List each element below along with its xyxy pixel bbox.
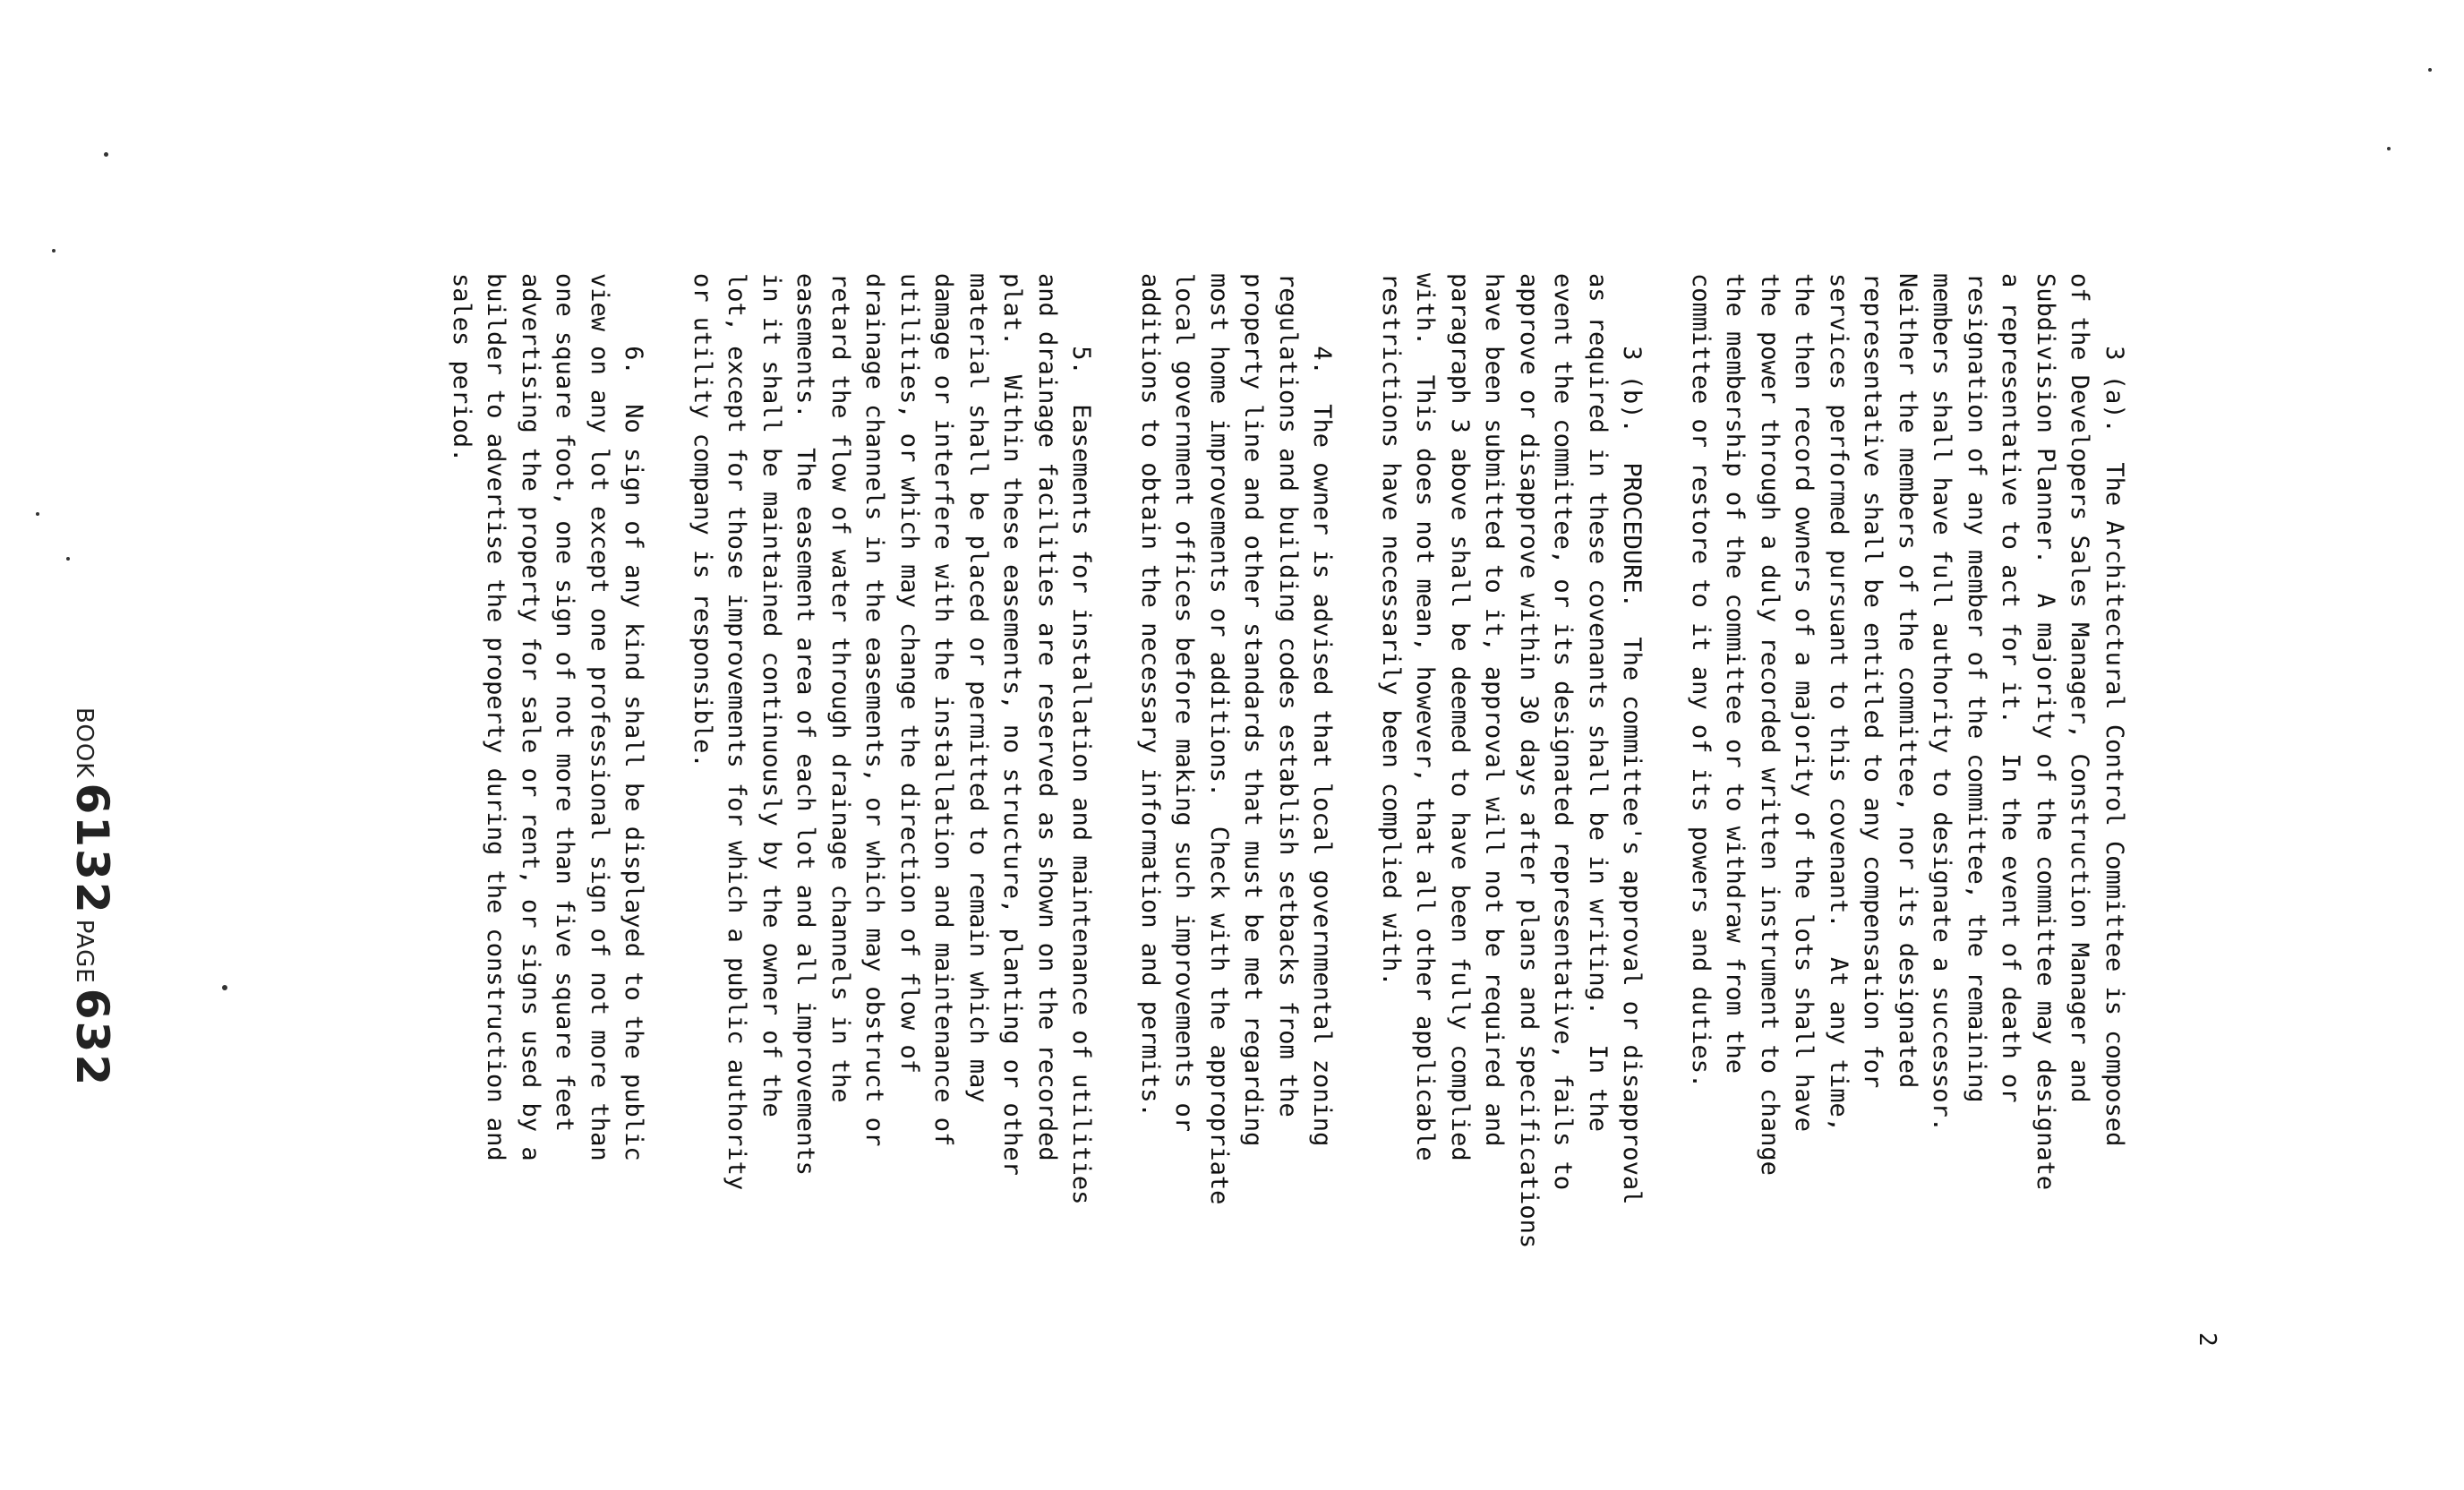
text-line: the membership of the committee or to withdraw from the <box>1721 273 1750 1075</box>
text-line: damage or interfere with the installation and maintenance of <box>929 273 958 1147</box>
text-line: most home improvements or additions. Check with the appropriate <box>1205 273 1233 1205</box>
page-label: PAGE <box>71 919 98 984</box>
paragraph-p6 <box>444 273 651 1437</box>
text-line: services performed pursuant to this covenant. At any time, <box>1825 273 1852 1133</box>
text-line: with. This does not mean, however, that all other applicable <box>1411 273 1440 1161</box>
text-line: approve or disapprove within 30 days after plans and specifications <box>1515 273 1543 1249</box>
text-line: 4. The owner is advised that local governmental zoning <box>1308 273 1337 1147</box>
text-line: Subdivision Planner. A majority of the committee may designate <box>2032 273 2059 1191</box>
book-label: BOOK <box>71 707 98 779</box>
text-line: 5. Easements for installation and maintenance of utilities <box>1067 273 1096 1205</box>
text-line: as required in these covenants shall be in writing. In the <box>1584 273 1612 1133</box>
text-line: advertising the property for sale or rent, or signs used by a <box>517 273 544 1161</box>
covenant-text <box>410 273 2132 1437</box>
text-line: utilities, or which may change the direction of flow of <box>895 273 923 1075</box>
text-line: Neither the members of the committee, nor its designated <box>1894 273 1921 1089</box>
text-line: committee or restore to it any of its powers and duties. <box>1687 273 1715 1089</box>
book-number: 6132 <box>66 783 118 915</box>
text-line: the power through a duly recorded written instrument to change <box>1756 273 1784 1176</box>
text-line: local government offices before making such improvements or <box>1170 273 1199 1133</box>
scan-speck <box>2428 68 2432 72</box>
text-line: one square foot, one sign of not more than five square feet <box>551 273 579 1133</box>
text-line: and drainage facilities are reserved as shown on the recorded <box>1033 273 1061 1161</box>
text-line: plat. Within these easements, no structure, planting or other <box>998 273 1027 1176</box>
text-line: a representative to act for it. In the event of death or <box>1997 273 2025 1103</box>
text-line: lot, except for those improvements for which a public authority <box>723 273 751 1191</box>
stamp-page-number: 632 <box>66 988 118 1088</box>
paragraph-p3b <box>1373 273 1649 1437</box>
text-line: retard the flow of water through drainage channels in the <box>826 273 854 1103</box>
paragraph-p4 <box>1133 273 1339 1437</box>
text-line: builder to advertise the property during the construction and <box>482 273 510 1161</box>
text-line: event the committee, or its designated representative, fails to <box>1549 273 1578 1191</box>
scan-speck <box>2387 147 2391 150</box>
text-line: have been submitted to it, approval will not be required and <box>1480 273 1509 1147</box>
text-line: view on any lot except one professional sign of not more than <box>586 273 613 1161</box>
text-line: representative shall be entitled to any compensation for <box>1859 273 1887 1089</box>
text-line: resignation of any member of the committee, the remaining <box>1963 273 1990 1103</box>
scan-speck <box>52 249 56 253</box>
text-line: or utility company is responsible. <box>689 273 716 768</box>
text-line: members shall have full authority to designate a successor. <box>1928 273 1956 1133</box>
text-line: sales period. <box>448 273 475 463</box>
paragraph-p5 <box>685 273 1099 1437</box>
text-line: the then record owners of a majority of the lots shall have <box>1790 273 1818 1133</box>
text-line: of the Developers Sales Manager, Construction Manager and <box>2066 273 2094 1103</box>
text-line: regulations and building codes establish setbacks from the <box>1274 273 1302 1118</box>
scan-speck <box>104 152 108 157</box>
rotated-text-area <box>448 273 2131 1437</box>
text-line: 3 (a). The Architectural Control Committee is composed <box>2100 273 2128 1147</box>
text-line: additions to obtain the necessary information and permits. <box>1136 273 1164 1118</box>
text-line: restrictions have necessarily been complied with. <box>1377 273 1405 987</box>
text-line: easements. The easement area of each lot and all improvements <box>791 273 820 1176</box>
text-line: property line and other standards that must be met regarding <box>1239 273 1268 1147</box>
scan-speck <box>222 985 227 990</box>
scan-speck <box>66 557 70 561</box>
paragraph-p3a <box>1683 273 2132 1437</box>
book-page-stamp <box>64 707 118 1101</box>
text-line: 3 (b). PROCEDURE. The committee's approval or disapproval <box>1618 273 1647 1205</box>
text-line: drainage channels in the easements, or which may obstruct or <box>860 273 889 1147</box>
text-line: in it shall be maintained continuously by the owner of the <box>757 273 785 1118</box>
page-number: 2 <box>2194 1332 2220 1347</box>
scan-speck <box>36 512 39 516</box>
text-line: material shall be placed or permitted to remain which may <box>964 273 992 1103</box>
text-line: paragraph 3 above shall be deemed to have been fully complied <box>1446 273 1474 1161</box>
text-line: 6. No sign of any kind shall be displayed to the public <box>620 273 648 1161</box>
